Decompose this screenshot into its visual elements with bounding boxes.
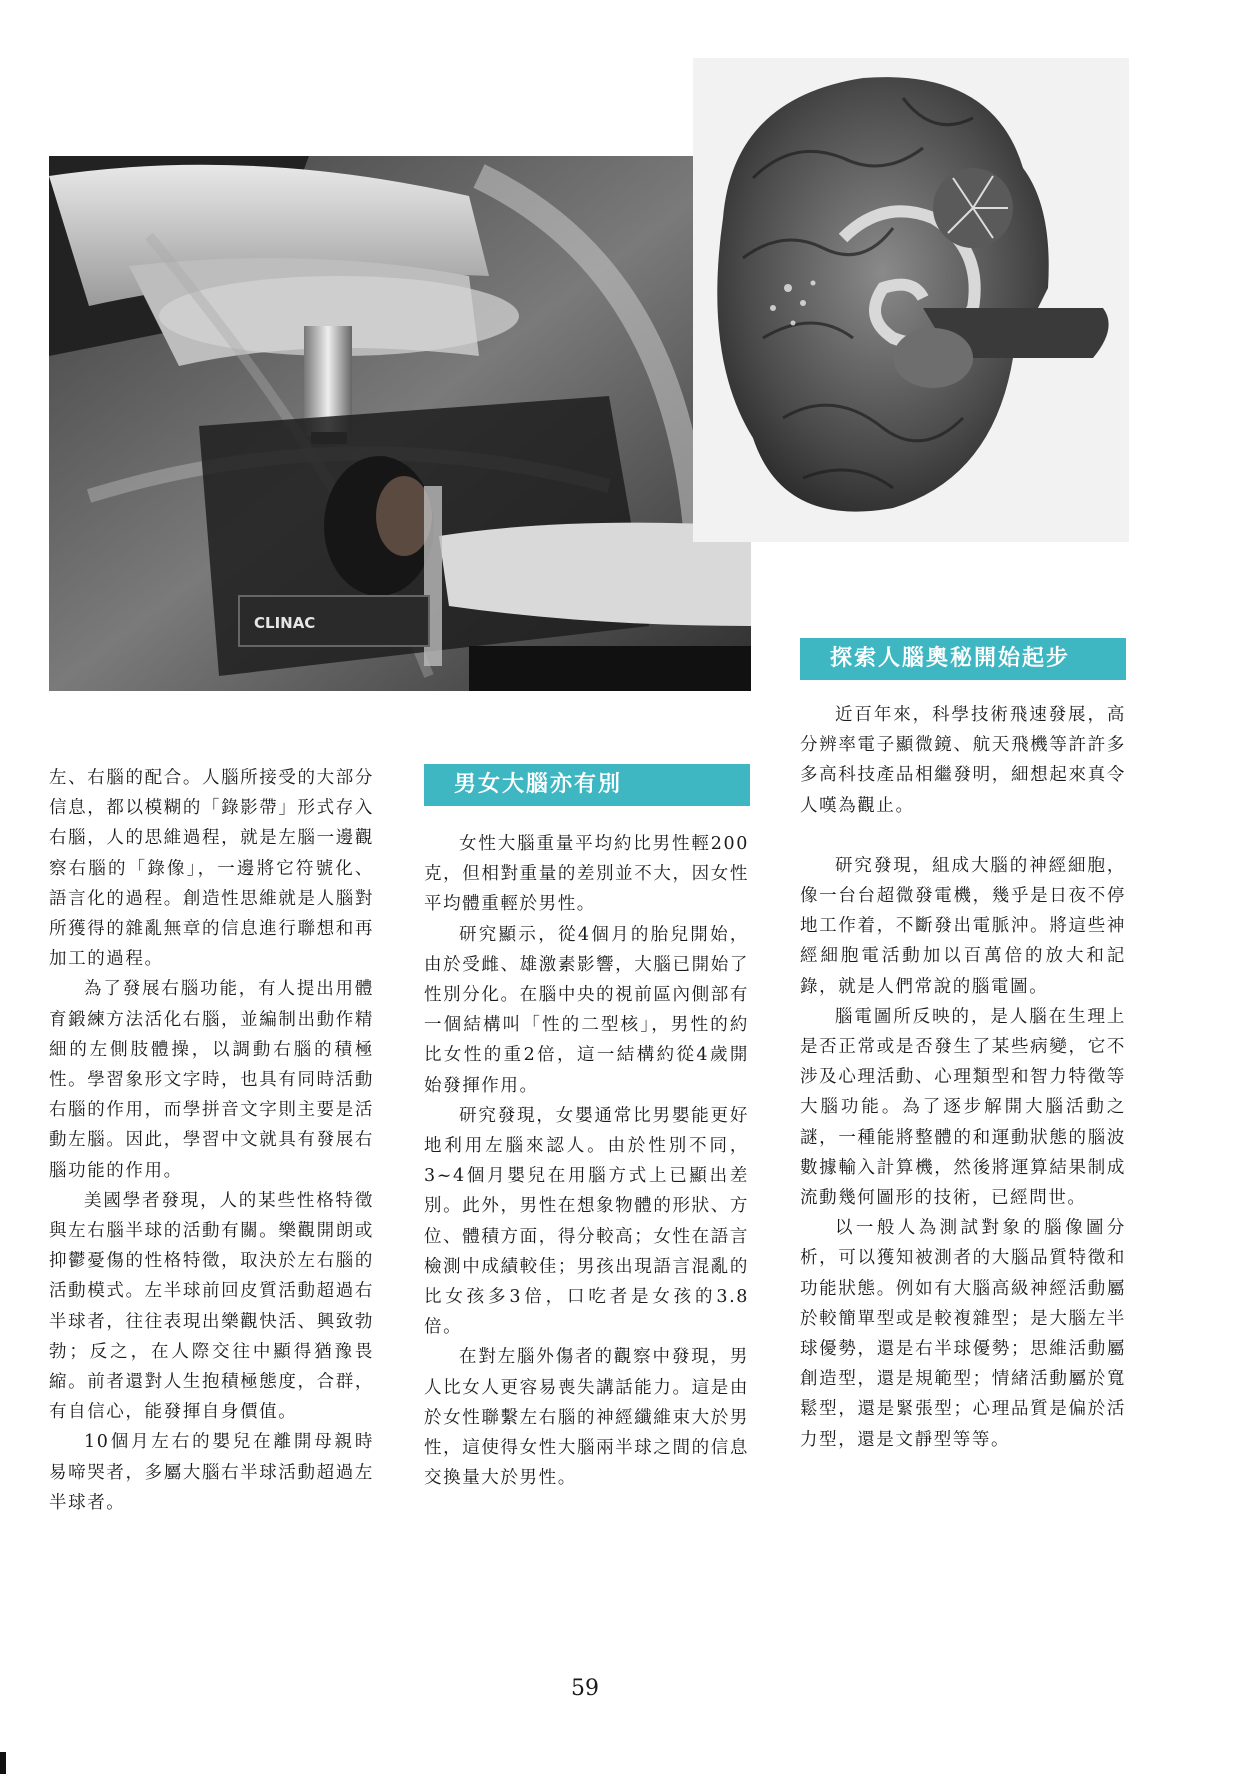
paragraph: 研究發現，組成大腦的神經細胞，像一台台超微發電機，幾乎是日夜不停地工作着，不斷發出電脈沖。將這些神經細胞電活動加以百萬倍的放大和記錄，就是人們常說的腦電圖。 <box>800 855 1126 997</box>
corner-mark <box>0 1752 6 1774</box>
brain-photo <box>693 58 1129 542</box>
paragraph: 女性大腦重量平均約比男性輕200克，但相對重量的差別並不大，因女性平均體重輕於男性。 <box>424 834 749 915</box>
column-3 <box>800 700 1126 1455</box>
paragraph-spacer <box>800 821 1126 851</box>
paragraph: 美國學者發現，人的某些性格特徵與左右腦半球的活動有關。樂觀開朗或抑鬱憂傷的性格特徵，取決於左右腦的活動模式。左半球前回皮質活動超過右半球者，往往表現出樂觀快活、興致勃勃；反之，在人際交往中顯得猶豫畏縮。前者還對人生抱積極態度，合群，有自信心，能發揮自身價值。 <box>49 1190 374 1423</box>
page-number: 59 <box>571 1676 599 1701</box>
column-2 <box>424 829 749 1493</box>
paragraph: 在對左腦外傷者的觀察中發現，男人比女人更容易喪失講話能力。這是由於女性聯繫左右腦的神經纖維束大於男性，這使得女性大腦兩半球之間的信息交換量大於男性。 <box>424 1347 749 1489</box>
paragraph: 左、右腦的配合。人腦所接受的大部分信息，都以模糊的「錄影帶」形式存入右腦，人的思維過程，就是左腦一邊觀察右腦的「錄像」，一邊將它符號化、語言化的過程。創造性思維就是人腦對所獲得的雜亂無章的信息進行聯想和再加工的過程。 <box>49 768 374 970</box>
section-heading-gender-brain: 男女大腦亦有別 <box>424 764 750 806</box>
clinac-label: CLINAC <box>254 614 316 632</box>
paragraph: 為了發展右腦功能，有人提出用體育鍛練方法活化右腦，並編制出動作精細的左側肢體操，以調動右腦的積極性。學習象形文字時，也具有同時活動右腦的作用，而學拼音文字則主要是活動左腦。因此，學習中文就具有發展右腦功能的作用。 <box>49 979 374 1181</box>
paragraph: 10個月左右的嬰兒在離開母親時易啼哭者，多屬大腦右半球活動超過左半球者。 <box>49 1432 374 1513</box>
paragraph: 腦電圖所反映的，是人腦在生理上是否正常或是否發生了某些病變，它不涉及心理活動、心理類型和智力特徵等大腦功能。為了逐步解開大腦活動之謎，一種能將整體的和運動狀態的腦波數據輸入計算機，然後將運算結果制成流動幾何圖形的技術，已經問世。 <box>800 1006 1126 1209</box>
linac-photo <box>49 156 751 691</box>
paragraph: 以一般人為測試對象的腦像圖分析，可以獲知被測者的大腦品質特徵和功能狀態。例如有大腦高級神經活動屬於較簡單型或是較複雜型；是大腦左半球優勢，還是右半球優勢；思維活動屬創造型，還是規範型；情緒活動屬於寬鬆型，還是緊張型；心理品質是偏於活力型，還是文靜型等等。 <box>800 1218 1126 1450</box>
column-1 <box>49 763 374 1518</box>
paragraph: 研究發現，女嬰通常比男嬰能更好地利用左腦來認人。由於性別不同，3~4個月嬰兒在用腦方式上已顯出差別。此外，男性在想象物體的形狀、方位、體積方面，得分較高；女性在語言檢測中成績較佳；男孩出現語言混亂的比女孩多3倍，口吃者是女孩的3.8倍。 <box>424 1105 749 1338</box>
paragraph: 研究顯示，從4個月的胎兒開始，由於受雌、雄激素影響，大腦已開始了性別分化。在腦中央的視前區內側部有一個結構叫「性的二型核」，男性的約比女性的重2倍，這一結構約從4歲開始發揮作用。 <box>424 924 749 1096</box>
paragraph: 近百年來，科學技術飛速發展，高分辨率電子顯微鏡、航天飛機等許許多多高科技產品相繼發明，細想起來真令人嘆為觀止。 <box>800 705 1126 816</box>
section-heading-brain-exploration: 探索人腦奧秘開始起步 <box>800 638 1126 680</box>
